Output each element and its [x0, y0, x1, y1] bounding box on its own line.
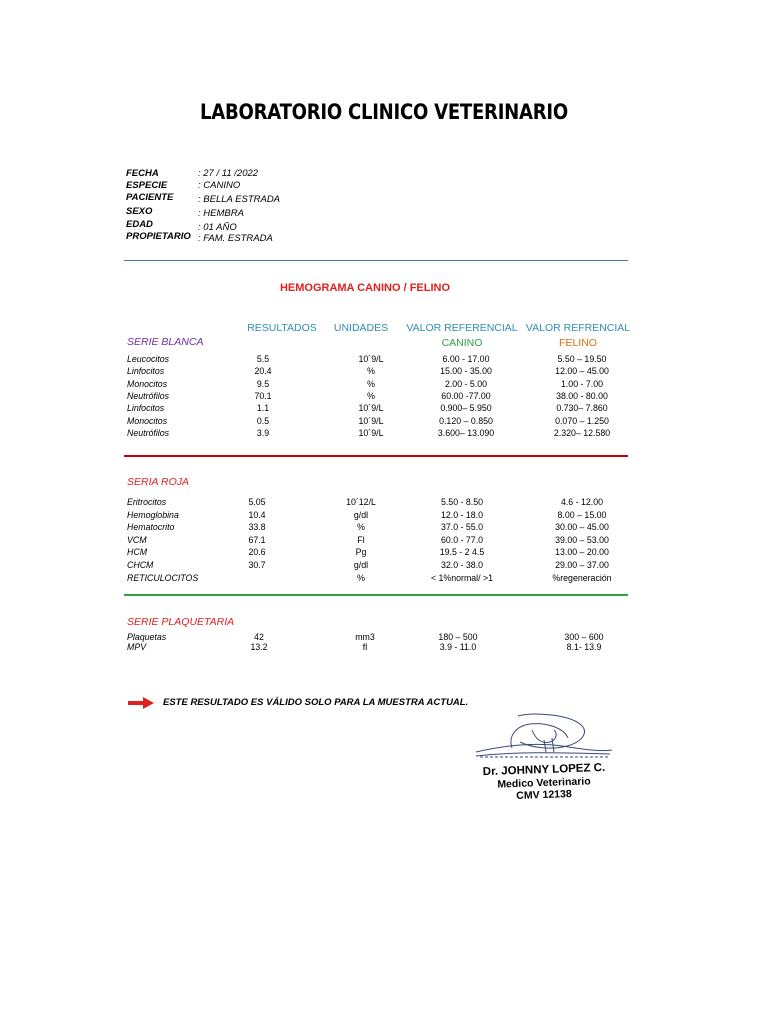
result-value: 67.1 [248, 534, 266, 545]
unit-value: fl [362, 641, 368, 652]
unit-value: 10´9/L [358, 354, 384, 364]
patient-value: : BELLA ESTRADA [198, 194, 281, 205]
serie-plaquetaria-label: SERIE PLAQUETARIA [127, 616, 235, 628]
row-name: Neutrófilos [127, 427, 170, 438]
result-value: 10.4 [248, 509, 266, 520]
ref-canine-value: 3.9 - 11.0 [439, 641, 477, 652]
patient-label: ESPECIE [126, 180, 168, 191]
ref-canine-value: 32.0 - 38.0 [440, 560, 484, 570]
row-name: Hemoglobina [127, 509, 179, 520]
row-name: Leucocitos [127, 354, 170, 364]
row-name: RETICULOCITOS [127, 572, 199, 583]
result-value: 3.9 [256, 427, 270, 438]
ref-canine-value: 60.00 -77.00 [441, 390, 491, 401]
unit-value: 10´9/L [358, 427, 384, 438]
unit-value: Fl [357, 534, 365, 545]
ref-feline-value: 8.00 – 15.00 [557, 509, 607, 520]
divider-top [124, 260, 628, 261]
result-value: 5.05 [248, 497, 266, 507]
unit-value: % [357, 522, 365, 533]
arrow-right-icon [128, 697, 154, 709]
result-value: 42 [254, 632, 264, 642]
unit-value: g/dl [353, 509, 369, 520]
section-title: HEMOGRAMA CANINO / FELINO [279, 282, 451, 294]
col-header-ref-feline-sub: FELINO [559, 337, 597, 349]
unit-value: Pg [355, 547, 367, 558]
result-value: 13.2 [250, 641, 268, 652]
serie-roja-label: SERIA ROJA [127, 476, 190, 488]
ref-canine-value: 60.0 - 77.0 [440, 534, 484, 545]
ref-feline-value: 8.1- 13.9 [566, 641, 602, 652]
ref-canine-value: 0.900– 5.950 [440, 403, 492, 414]
notice-text: ESTE RESULTADO ES VÁLIDO SOLO PARA LA MUESTRA ACTUAL. [163, 697, 469, 708]
serie-blanca-label: SERIE BLANCA [127, 336, 204, 348]
signature-name: Dr. JOHNNY LOPEZ C. [482, 761, 606, 779]
signature-license: CMV 12138 [516, 788, 572, 802]
ref-feline-value: 38.00 - 80.00 [556, 390, 608, 401]
result-value: 9.5 [256, 378, 270, 389]
ref-canine-value: 12.0 - 18.0 [440, 509, 484, 520]
ref-feline-value: 300 – 600 [564, 632, 604, 642]
result-value: 70.1 [254, 390, 272, 401]
result-value: 1.1 [256, 403, 270, 414]
ref-feline-value: 12.00 – 45.00 [555, 366, 609, 377]
row-name: Plaquetas [127, 632, 167, 642]
row-name: Neutrófilos [127, 390, 170, 401]
row-name: Monocitos [127, 415, 168, 426]
patient-label: PROPIETARIO [126, 231, 191, 242]
row-name: Hematocrito [127, 522, 175, 533]
unit-value: mm3 [355, 632, 375, 642]
result-value: 30.7 [248, 560, 266, 570]
divider-roja [124, 594, 628, 596]
unit-value: 10´9/L [358, 403, 384, 414]
patient-label: EDAD [126, 219, 153, 230]
unit-value: g/dl [353, 560, 369, 570]
divider-blanca [124, 455, 628, 457]
row-name: MPV [127, 641, 147, 652]
patient-label: PACIENTE [126, 192, 174, 203]
unit-value: 10´9/L [358, 415, 384, 426]
ref-feline-value: 39.00 – 53.00 [555, 534, 609, 545]
row-name: CHCM [127, 560, 154, 570]
col-header-units: UNIDADES [333, 322, 389, 334]
unit-value: % [367, 366, 375, 377]
result-value: 20.6 [248, 547, 266, 558]
ref-feline-value: 5.50 – 19.50 [557, 354, 607, 364]
ref-feline-value: 2.320– 12.580 [553, 427, 611, 438]
ref-feline-value: 0.730– 7.860 [556, 403, 608, 414]
ref-feline-value: %regeneración [552, 572, 612, 583]
ref-feline-value: 13.00 – 20.00 [555, 547, 609, 558]
ref-canine-value: 15.00 - 35.00 [440, 366, 492, 377]
ref-canine-value: 3.600– 13.090 [437, 427, 495, 438]
patient-label: FECHA [126, 168, 159, 179]
ref-canine-value: 180 – 500 [438, 632, 478, 642]
row-name: Linfocitos [127, 403, 165, 414]
row-name: VCM [127, 534, 147, 545]
result-value: 20.4 [254, 366, 272, 377]
ref-canine-value: < 1%normal/ >1 [430, 572, 494, 583]
unit-value: 10´12/L [346, 497, 376, 507]
col-header-ref-feline: VALOR REFRENCIAL [525, 322, 631, 334]
ref-canine-value: 6.00 - 17.00 [442, 354, 490, 364]
patient-label: SEXO [126, 206, 153, 217]
signature-title: Medico Veterinario [497, 775, 591, 791]
ref-feline-value: 0.070 – 1.250 [555, 415, 609, 426]
unit-value: % [367, 378, 375, 389]
ref-canine-value: 19.5 - 2 4.5 [439, 547, 485, 558]
ref-canine-value: 0.120 – 0.850 [439, 415, 493, 426]
ref-canine-value: 2.00 - 5.00 [444, 378, 488, 389]
result-value: 33.8 [248, 522, 266, 533]
col-header-ref-canine: VALOR REFERENCIAL [406, 322, 518, 334]
result-value: 0.5 [256, 415, 270, 426]
col-header-ref-canine-sub: CANINO [441, 337, 483, 349]
patient-value: : 01 AÑO [198, 222, 237, 233]
page-title: LABORATORIO CLINICO VETERINARIO [200, 100, 568, 124]
row-name: Eritrocitos [127, 497, 167, 507]
unit-value: % [357, 572, 365, 583]
row-name: Monocitos [127, 378, 168, 389]
ref-canine-value: 37.0 - 55.0 [440, 522, 484, 533]
ref-feline-value: 29.00 – 37.00 [555, 560, 609, 570]
patient-value: : FAM. ESTRADA [198, 233, 273, 244]
patient-value: : CANINO [198, 180, 241, 191]
ref-feline-value: 4.6 - 12.00 [560, 497, 604, 507]
ref-feline-value: 1.00 - 7.00 [560, 378, 604, 389]
ref-canine-value: 5.50 - 8.50 [440, 497, 484, 507]
patient-value: : 27 / 11 /2022 [198, 168, 259, 179]
row-name: Linfocitos [127, 366, 165, 377]
ref-feline-value: 30.00 – 45.00 [555, 522, 609, 533]
col-header-results: RESULTADOS [247, 322, 317, 334]
patient-value: : HEMBRA [198, 208, 244, 219]
result-value: 5.5 [256, 354, 270, 364]
unit-value: % [367, 390, 375, 401]
row-name: HCM [127, 547, 148, 558]
